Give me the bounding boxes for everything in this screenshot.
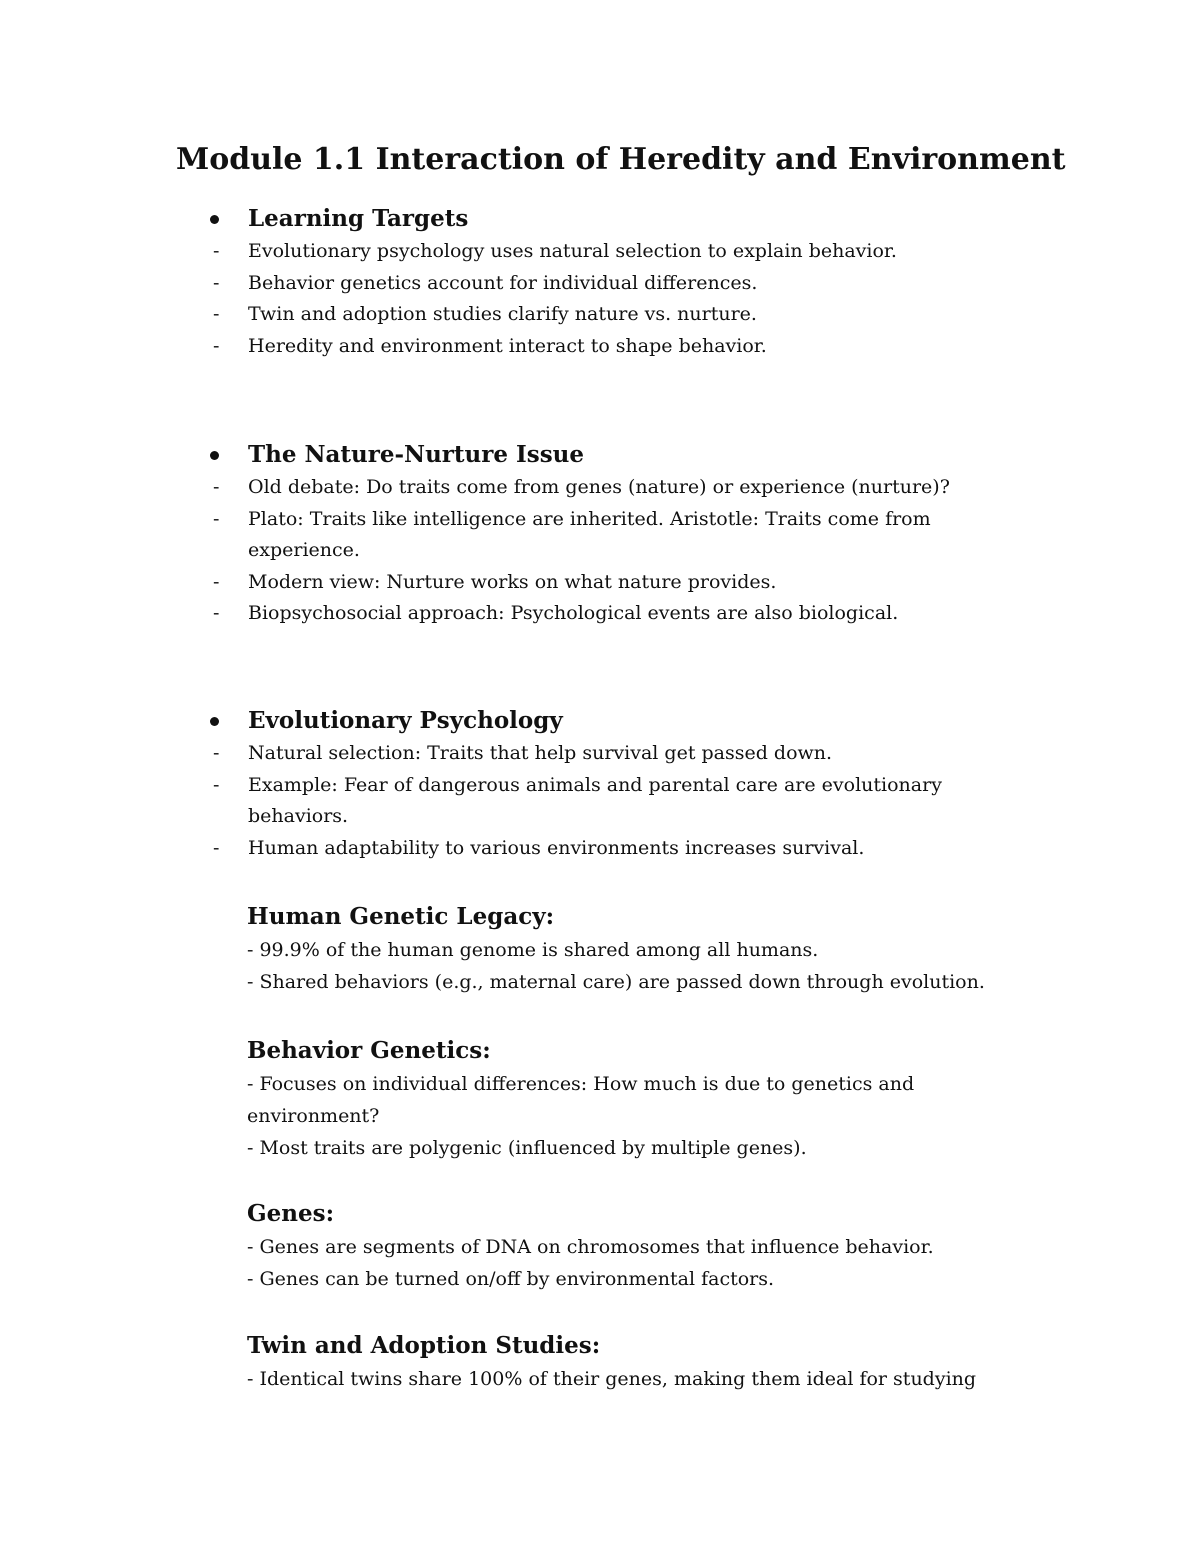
text-line: - Genes are segments of DNA on chromosomes that influence behavior.	[247, 1236, 934, 1258]
dash-marker: -	[213, 570, 220, 593]
list-item: - Human adaptability to various environments increases survival.	[0, 833, 988, 865]
dash-marker: -	[213, 303, 220, 325]
text-line: - 99.9% of the human genome is shared among all humans.	[247, 939, 819, 961]
page-title: Module 1.1 Interaction of Heredity and Environment	[176, 142, 1066, 177]
section-heading: The Nature-Nurture Issue	[248, 441, 585, 468]
bullet-icon	[210, 215, 219, 224]
bullet-list	[0, 236, 1200, 362]
text-line: - Shared behaviors (e.g., maternal care) are passed down through evolution.	[247, 971, 985, 993]
subsection-heading: Twin and Adoption Studies:	[247, 1332, 601, 1359]
section-heading-row	[0, 438, 1200, 472]
bullet-list	[0, 472, 1200, 630]
section-heading-row	[0, 704, 1200, 738]
subsection-heading: Behavior Genetics:	[247, 1037, 491, 1064]
text-line: - Most traits are polygenic (influenced by multiple genes).	[247, 1137, 807, 1159]
subsection-human-genetic-legacy	[247, 900, 1027, 998]
list-item: - Evolutionary psychology uses natural selection to explain behavior.	[0, 236, 988, 268]
text-line: - Identical twins share 100% of their genes, making them ideal for studying	[247, 1368, 977, 1390]
text-line: - Focuses on individual differences: How much is due to genetics and environment?	[247, 1073, 915, 1127]
dash-marker: -	[213, 240, 220, 262]
subsection-twin-adoption	[247, 1329, 1027, 1395]
dash-marker: -	[213, 742, 220, 764]
section-nature-nurture	[0, 438, 1200, 630]
section-learning-targets	[0, 202, 1200, 362]
list-item: - Heredity and environment interact to shape behavior.	[0, 331, 988, 363]
section-heading: Learning Targets	[248, 205, 469, 232]
subsection-genes	[247, 1197, 1027, 1295]
bullet-icon	[210, 451, 219, 460]
section-evolutionary-psychology	[0, 704, 1200, 864]
dash-marker: -	[213, 507, 220, 530]
list-item: - Old debate: Do traits come from genes (nature) or experience (nurture)?	[0, 472, 988, 504]
dash-marker: -	[213, 602, 220, 624]
bullet-icon	[210, 717, 219, 726]
list-item: - Biopsychosocial approach: Psychological events are also biological.	[0, 598, 988, 630]
list-item: - Plato: Traits like intelligence are inherited. Aristotle: Traits come from experience.	[0, 504, 988, 567]
list-item: - Modern view: Nurture works on what nature provides.	[0, 567, 988, 599]
subsection-heading: Human Genetic Legacy:	[247, 903, 555, 930]
list-item: - Behavior genetics account for individual differences.	[0, 268, 988, 300]
section-heading: Evolutionary Psychology	[248, 707, 563, 734]
subsection-behavior-genetics	[247, 1034, 1027, 1164]
dash-marker: -	[213, 836, 220, 859]
subsection-heading: Genes:	[247, 1200, 335, 1227]
list-item: - Example: Fear of dangerous animals and parental care are evolutionary behaviors.	[0, 770, 988, 833]
dash-marker: -	[213, 773, 220, 796]
dash-marker: -	[213, 334, 220, 357]
dash-marker: -	[213, 476, 220, 498]
list-item: - Twin and adoption studies clarify nature vs. nurture.	[0, 299, 988, 331]
text-line: - Genes can be turned on/off by environmental factors.	[247, 1268, 775, 1290]
bullet-list	[0, 738, 1200, 864]
list-item: - Natural selection: Traits that help survival get passed down.	[0, 738, 988, 770]
section-heading-row	[0, 202, 1200, 236]
dash-marker: -	[213, 271, 220, 294]
